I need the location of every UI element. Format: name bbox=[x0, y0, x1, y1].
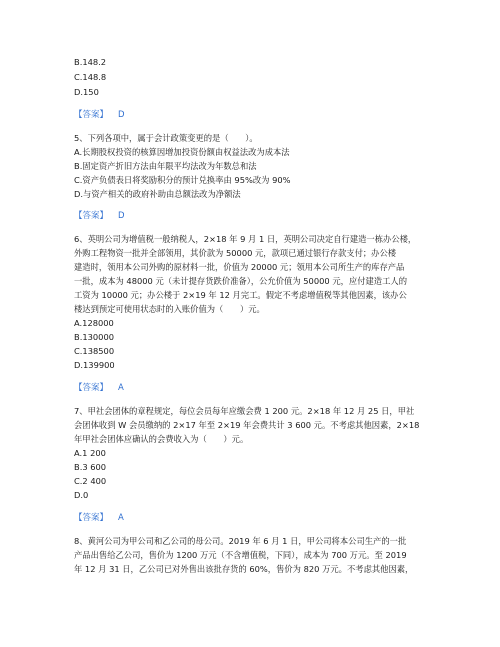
q6-option-c: C.138500 bbox=[74, 346, 115, 356]
q5-option-c: C.资产负债表日将奖励积分的预计兑换率由 95%改为 90% bbox=[74, 175, 291, 185]
answer-label: 【答案】 bbox=[74, 110, 109, 120]
q6-option-d: D.139900 bbox=[74, 360, 115, 370]
q7-option-b: B.3 600 bbox=[74, 462, 107, 472]
q7-answer bbox=[74, 512, 124, 524]
q4-option-d: D.150 bbox=[74, 87, 99, 97]
answer-label: 【答案】 bbox=[74, 211, 109, 221]
q7-option-d: D.0 bbox=[74, 490, 89, 500]
answer-value: D bbox=[118, 211, 125, 221]
q6-stem-line: 外购工程物资一批并全部领用，其价款为 50000 元，款项已通过银行存款支付；办公楼 bbox=[74, 248, 397, 258]
q4-answer bbox=[74, 109, 125, 121]
q6-option-a: A.128000 bbox=[74, 318, 114, 328]
q7-option-a: A.1 200 bbox=[74, 448, 106, 458]
q6-stem-line: 一批，成本为 48000 元（未计提存货跌价准备），公允价值为 50000 元，应付建造工人的 bbox=[74, 276, 407, 286]
q6-stem-line: 6、英明公司为增值税一般纳税人，2×18 年 9 月 1 日，英明公司决定自行建造一栋办公楼， bbox=[74, 234, 417, 244]
q5-option-a: A.长期股权投资的核算因增加投资份额由权益法改为成本法 bbox=[74, 147, 290, 157]
answer-value: A bbox=[118, 513, 124, 523]
q8-stem-line: 产品出售给乙公司，售价为 1200 万元（不含增值税，下同），成本为 700 万元。至 2019 bbox=[74, 550, 407, 560]
q6-answer bbox=[74, 382, 124, 394]
q7-option-c: C.2 400 bbox=[74, 476, 107, 486]
q4-option-b: B.148.2 bbox=[74, 57, 107, 67]
q8-stem-line: 年 12 月 31 日，乙公司已对外售出该批存货的 60%，售价为 820 万元。不考虑其他因素， bbox=[74, 564, 414, 574]
answer-label: 【答案】 bbox=[74, 383, 109, 393]
q6-stem-line: 建造时，领用本公司外购的原材料一批，价值为 20000 元；领用本公司所生产的库存产品 bbox=[74, 262, 405, 272]
answer-value: D bbox=[118, 110, 125, 120]
q7-stem-line: 年甲社会团体应确认的会费收入为（ ）元。 bbox=[74, 434, 249, 444]
q8-stem-line: 8、黄河公司为甲公司和乙公司的母公司。2019 年 6 月 1 日，甲公司将本公司生产的一批 bbox=[74, 536, 407, 546]
q4-option-c: C.148.8 bbox=[74, 72, 107, 82]
q6-stem-line: 工资为 10000 元；办公楼于 2×19 年 12 月完工。假定不考虑增值税等其他因素，该办公 bbox=[74, 290, 407, 300]
q7-stem-line: 7、甲社会团体的章程规定，每位会员每年应缴会费 1 200 元。2×18 年 12 月 25 日，甲社 bbox=[74, 406, 415, 416]
answer-label: 【答案】 bbox=[74, 513, 109, 523]
q5-answer bbox=[74, 210, 125, 222]
q5-stem: 5、下列各项中，属于会计政策变更的是（ ）。 bbox=[74, 133, 258, 143]
q5-option-d: D.与资产相关的政府补助由总额法改为净额法 bbox=[74, 189, 241, 199]
q5-option-b: B.固定资产折旧方法由年限平均法改为年数总和法 bbox=[74, 161, 257, 171]
q6-stem-line: 楼达到预定可使用状态时的入账价值为（ ）元。 bbox=[74, 304, 265, 314]
q6-option-b: B.130000 bbox=[74, 332, 115, 342]
answer-value: A bbox=[118, 383, 124, 393]
q7-stem-line: 会团体收到 W 会员缴纳的 2×17 年至 2×19 年会费共计 3 600 元。不考虑其他因素，2×18 bbox=[74, 420, 420, 430]
